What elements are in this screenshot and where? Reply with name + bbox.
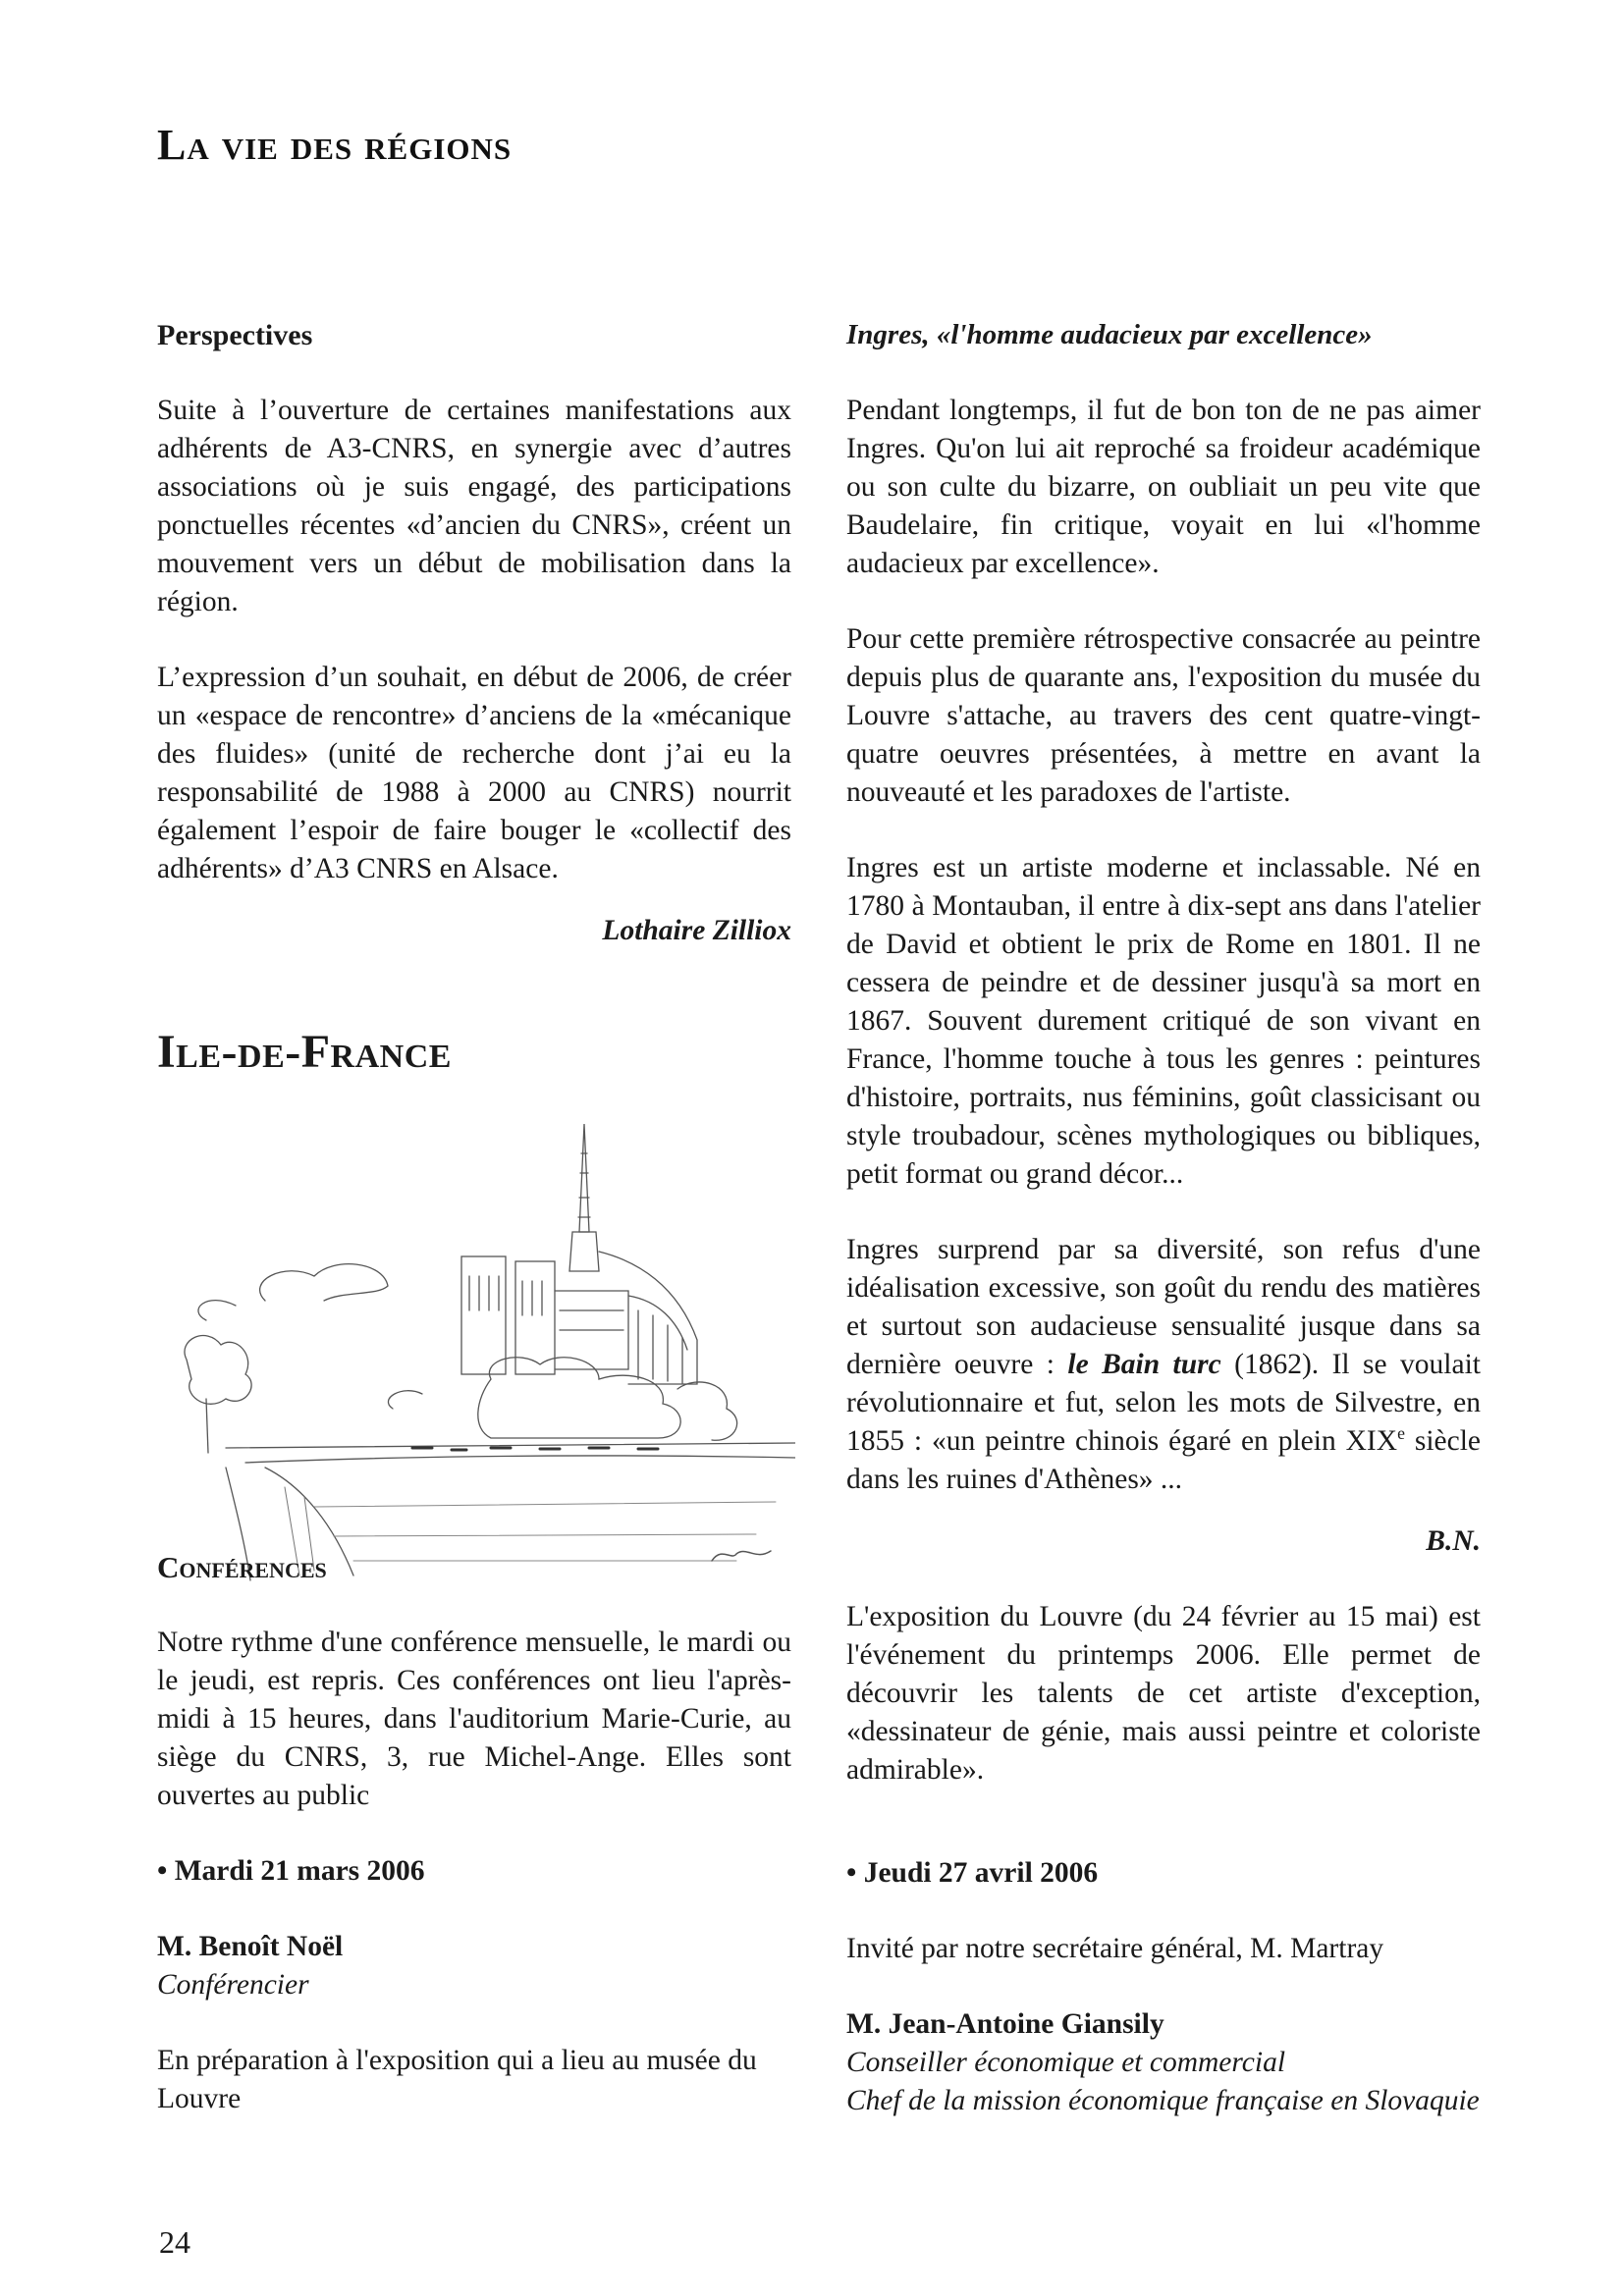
speaker-role-2a: Conseiller économique et commercial xyxy=(846,2047,1286,2078)
ingres-heading: Ingres, «l'homme audacieux par excellence» xyxy=(846,319,1373,350)
speaker-name-1: M. Benoît Noël xyxy=(157,1931,344,1962)
speaker-name-2: M. Jean-Antoine Giansily xyxy=(846,2008,1164,2040)
ingres-paragraph-1: Pendant longtemps, il fut de bon ton de ne pas aimer Ingres. Qu'on lui ait reproché sa froideur académique ou son culte du bizarre, on oubliait un peu vite que Baudelaire, fin critique, voyait en lui «l'homme audacieux par excellence». xyxy=(846,395,1481,579)
notre-dame-sketch xyxy=(167,1114,795,1585)
event-2-section xyxy=(846,1854,1481,2120)
event-date-2: • Jeudi 27 avril 2006 xyxy=(846,1857,1099,1889)
ingres-p4-end: siècle dans les ruines d'Athènes» ... xyxy=(846,1425,1481,1495)
page-number: 24 xyxy=(159,2224,190,2260)
conferences-intro: Notre rythme d'une conférence mensuelle, le mardi ou le jeudi, est repris. Ces conférences ont lieu l'après-midi à 15 heures, dans l'auditorium Marie-Curie, au siège du CNRS, 3, rue Michel-Ange. Elles sont ouvertes au public xyxy=(157,1627,791,1811)
conferences-section xyxy=(157,1548,791,2118)
ingres-p4-mid: (1862). Il se voulait révolutionnaire et fut, selon les mots de Silvestre, en 1855 : «un peintre chinois égaré en plein XIX xyxy=(846,1349,1481,1457)
perspectives-paragraph-2: L’expression d’un souhait, en début de 2006, de créer un «espace de rencontre» d’anciens de la «mécanique des fluides» (unité de recherche dont j’ai eu la responsabilité de 1988 à 2000 au CNRS) nourrit également l’espoir de faire bouger le «collectif des adhérents» d’A3 CNRS en Alsace. xyxy=(157,662,791,884)
region-heading: Ile-de-France xyxy=(157,1026,452,1078)
perspectives-section xyxy=(157,316,791,950)
perspectives-heading: Perspectives xyxy=(157,319,313,351)
century-superscript: e xyxy=(1397,1423,1405,1444)
ingres-paragraph-5: L'exposition du Louvre (du 24 février au 15 mai) est l'événement du printemps 2006. Elle permet de découvrir les talents de cet artiste d'exception, «dessinateur de génie, mais aussi peintre et coloriste admirable». xyxy=(846,1601,1481,1786)
artwork-title: le Bain turc xyxy=(1067,1349,1221,1380)
speaker-role-1: Conférencier xyxy=(157,1969,309,2001)
ingres-p4-start: Ingres surprend par sa diversité, son refus d'une idéalisation excessive, son goût du rendu des matières et surtout son audacieuse sensualité jusque dans sa dernière oeuvre : xyxy=(846,1234,1481,1380)
ingres-signature: B.N. xyxy=(1426,1525,1481,1557)
ingres-paragraph-4 xyxy=(846,1231,1481,1499)
perspectives-paragraph-1: Suite à l’ouverture de certaines manifestations aux adhérents de A3-CNRS, en synergie avec d’autres associations où je suis engagé, des participations ponctuelles récentes «d’ancien du CNRS», créent un mouvement vers un début de mobilisation dans la région. xyxy=(157,395,791,617)
ingres-paragraph-3: Ingres est un artiste moderne et inclassable. Né en 1780 à Montauban, il entre à dix-sept ans dans l'atelier de David et obtient le prix de Rome en 1801. Il ne cessera de peindre et de dessiner jusqu'à sa mort en 1867. Souvent durement critiqué de son vivant en France, l'homme touche à tous les genres : peintures d'histoire, portraits, nus féminins, goût classicisant ou style troubadour, scènes mythologiques ou bibliques, petit format ou grand décor... xyxy=(846,852,1481,1190)
event-2-invite: Invité par notre secrétaire général, M. Martray xyxy=(846,1933,1384,1964)
perspectives-signature: Lothaire Zilliox xyxy=(602,915,791,946)
conferences-heading: Conférences xyxy=(157,1550,327,1584)
page-header-title: La vie des régions xyxy=(157,121,513,169)
speaker-role-2b: Chef de la mission économique française en Slovaquie xyxy=(846,2085,1480,2116)
event-description-1: En préparation à l'exposition qui a lieu au musée du Louvre xyxy=(157,2045,757,2114)
event-date-1: • Mardi 21 mars 2006 xyxy=(157,1855,425,1887)
ingres-section xyxy=(846,316,1481,1789)
ingres-paragraph-2: Pour cette première rétrospective consacrée au peintre depuis plus de quarante ans, l'exposition du musée du Louvre s'attache, au travers des cent quatre-vingt-quatre oeuvres présentées, à mettre en avant la nouveauté et les paradoxes de l'artiste. xyxy=(846,623,1481,808)
